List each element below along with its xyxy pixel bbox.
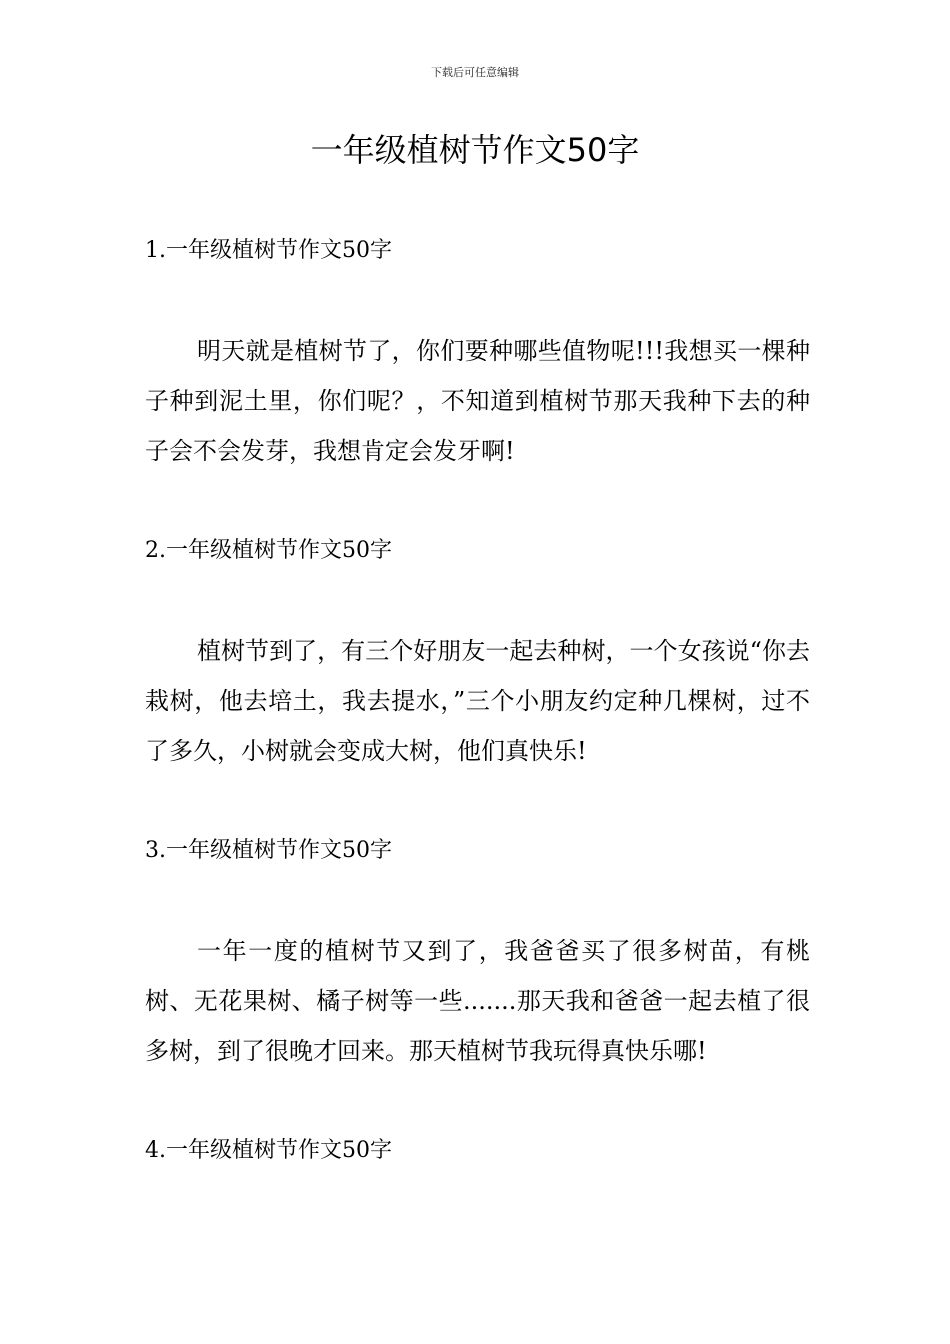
section-paragraph: 明天就是植树节了，你们要种哪些值物呢!!!我想买一棵种子种到泥土里，你们呢？，不知道到植树节那天我种下去的种子会不会发芽，我想肯定会发牙啊! xyxy=(145,337,810,465)
spacer xyxy=(145,276,810,326)
spacer xyxy=(145,776,810,826)
section-3 xyxy=(145,826,810,1126)
document-body xyxy=(145,226,810,1176)
section-paragraph: 一年一度的植树节又到了，我爸爸买了很多树苗，有桃树、无花果树、橘子树等一些.......那天我和爸爸一起去植了很多树，到了很晚才回来。那天植树节我玩得真快乐哪! xyxy=(145,937,810,1065)
section-heading: 4.一年级植树节作文50字 xyxy=(145,1138,392,1163)
spacer xyxy=(145,576,810,626)
header-note: 下载后可任意编辑 xyxy=(431,66,519,79)
section-4 xyxy=(145,1126,810,1176)
section-heading: 3.一年级植树节作文50字 xyxy=(145,838,392,863)
section-1 xyxy=(145,226,810,526)
spacer xyxy=(145,876,810,926)
section-heading: 2.一年级植树节作文50字 xyxy=(145,538,392,563)
section-heading: 1.一年级植树节作文50字 xyxy=(145,238,392,263)
section-paragraph: 植树节到了，有三个好朋友一起去种树，一个女孩说“你去栽树，他去培土，我去提水，”三个小朋友约定种几棵树，过不了多久，小树就会变成大树，他们真快乐! xyxy=(145,637,810,765)
spacer xyxy=(145,1076,810,1126)
page-title: 一年级植树节作文50字 xyxy=(310,131,640,169)
spacer xyxy=(145,476,810,526)
section-2 xyxy=(145,526,810,826)
